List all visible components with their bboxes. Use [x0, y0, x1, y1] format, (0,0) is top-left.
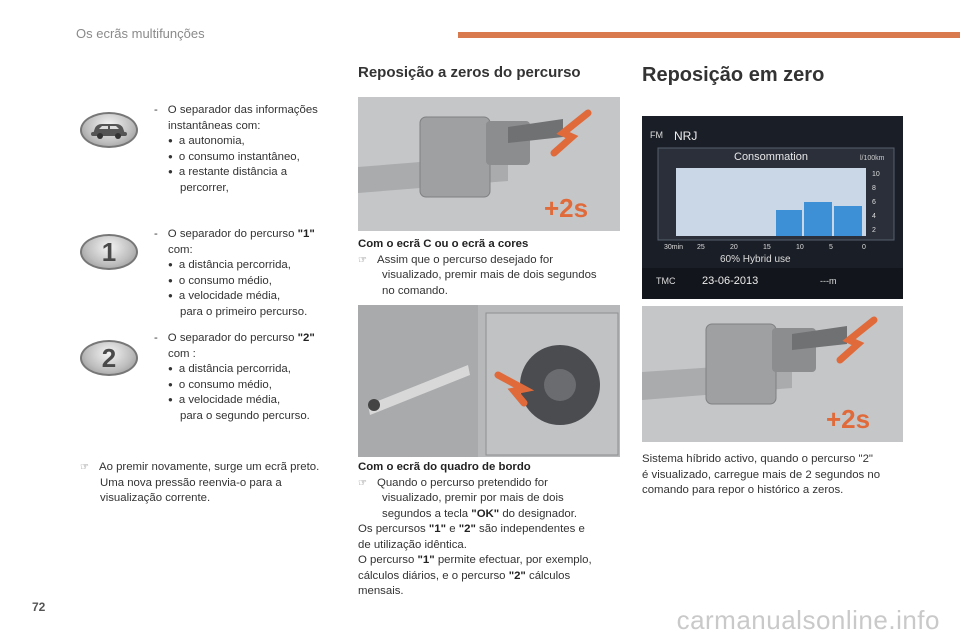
x-tick-label: 15 — [763, 244, 771, 251]
bar-2 — [804, 202, 832, 236]
screen-unit: l/100km — [860, 155, 885, 162]
station-label: NRJ — [674, 129, 698, 143]
bar-1 — [776, 210, 802, 236]
trip-2-block: - O separador do percurso "2" com : ● a distância percorrida, ● o consumo médio, ● a velocidade média, para o segundo percurso. — [154, 331, 354, 424]
dashboard-photo — [358, 305, 620, 457]
x-tick-label: 10 — [796, 244, 804, 251]
hybrid-reset-text: Sistema híbrido activo, quando o percurso "2" é visualizado, carregue mais de 2 segundos no comando para repor o histórico a zeros. — [642, 453, 881, 496]
hybrid-use-label: 60% Hybrid use — [720, 254, 791, 265]
stalk-illustration-2 — [642, 306, 903, 442]
dashboard-instructions: Com o ecrã do quadro de bordo ☞ Quando o percurso pretendido for visualizado, premir por mais de dois segundos a tecla "OK" do designador. Os percursos "1" e "2" são independentes e de utilização idêntica. O percurso "1" permite efectuar, por exemplo, cálculos diários, e o percurso "2" cálculos mensais. — [358, 460, 623, 600]
trip-2-icon: 2 — [80, 340, 138, 376]
dashboard-illustration — [358, 305, 620, 457]
distance-label: ---m — [820, 276, 837, 286]
note-block: ☞ Ao premir novamente, surge um ecrã preto. Uma nova pressão reenvia-o para a visualização corrente. — [80, 460, 350, 507]
fm-label: FM — [650, 130, 663, 140]
y-tick-label: 10 — [872, 171, 880, 178]
watermark: carmanualsonline.info — [676, 605, 940, 635]
car-icon — [80, 112, 138, 148]
stalk-illustration — [358, 97, 620, 231]
y-tick-label: 2 — [872, 227, 876, 234]
x-tick-label: 20 — [730, 244, 738, 251]
car-glyph-icon — [90, 120, 128, 140]
page-number: 72 — [32, 600, 46, 614]
stalk-photo-1 — [358, 97, 620, 231]
reset-trip-heading: Reposição a zeros do percurso — [358, 64, 581, 81]
tmc-label: TMC — [656, 276, 676, 286]
consumption-display — [642, 116, 903, 299]
x-tick-label: 30min — [664, 244, 684, 251]
y-tick-label: 6 — [872, 199, 876, 206]
x-tick-label: 5 — [829, 244, 833, 251]
plus-2s-badge: +2s — [544, 193, 589, 223]
header-accent-bar — [458, 32, 960, 38]
instant-info-block: - O separador das informações instantâneas com: ● a autonomia, ● o consumo instantâneo, ● a restante distância a percorrer, — [154, 103, 354, 196]
x-tick-label: 0 — [862, 244, 866, 251]
reset-zero-heading: Reposição em zero — [642, 64, 825, 86]
trip-1-icon: 1 — [80, 234, 138, 270]
bar-3 — [834, 206, 862, 236]
consumption-screen — [642, 116, 903, 299]
y-tick-label: 8 — [872, 185, 876, 192]
section-title: Os ecrãs multifunções — [76, 26, 205, 41]
x-tick-label: 25 — [697, 244, 705, 251]
date-label: 23-06-2013 — [702, 275, 759, 287]
stalk-photo-2 — [642, 306, 903, 442]
y-tick-label: 4 — [872, 213, 876, 220]
trip-1-block: - O separador do percurso "1" com: ● a distância percorrida, ● o consumo médio, ● a velocidade média, para o primeiro percurso. — [154, 227, 354, 320]
plus-2s-badge-2: +2s — [826, 404, 871, 434]
color-screen-instructions: Com o ecrã C ou o ecrã a cores ☞ Assim que o percurso desejado for visualizado, premir mais de dois segundos no comando. — [358, 237, 623, 299]
screen-title: Consommation — [734, 151, 808, 163]
